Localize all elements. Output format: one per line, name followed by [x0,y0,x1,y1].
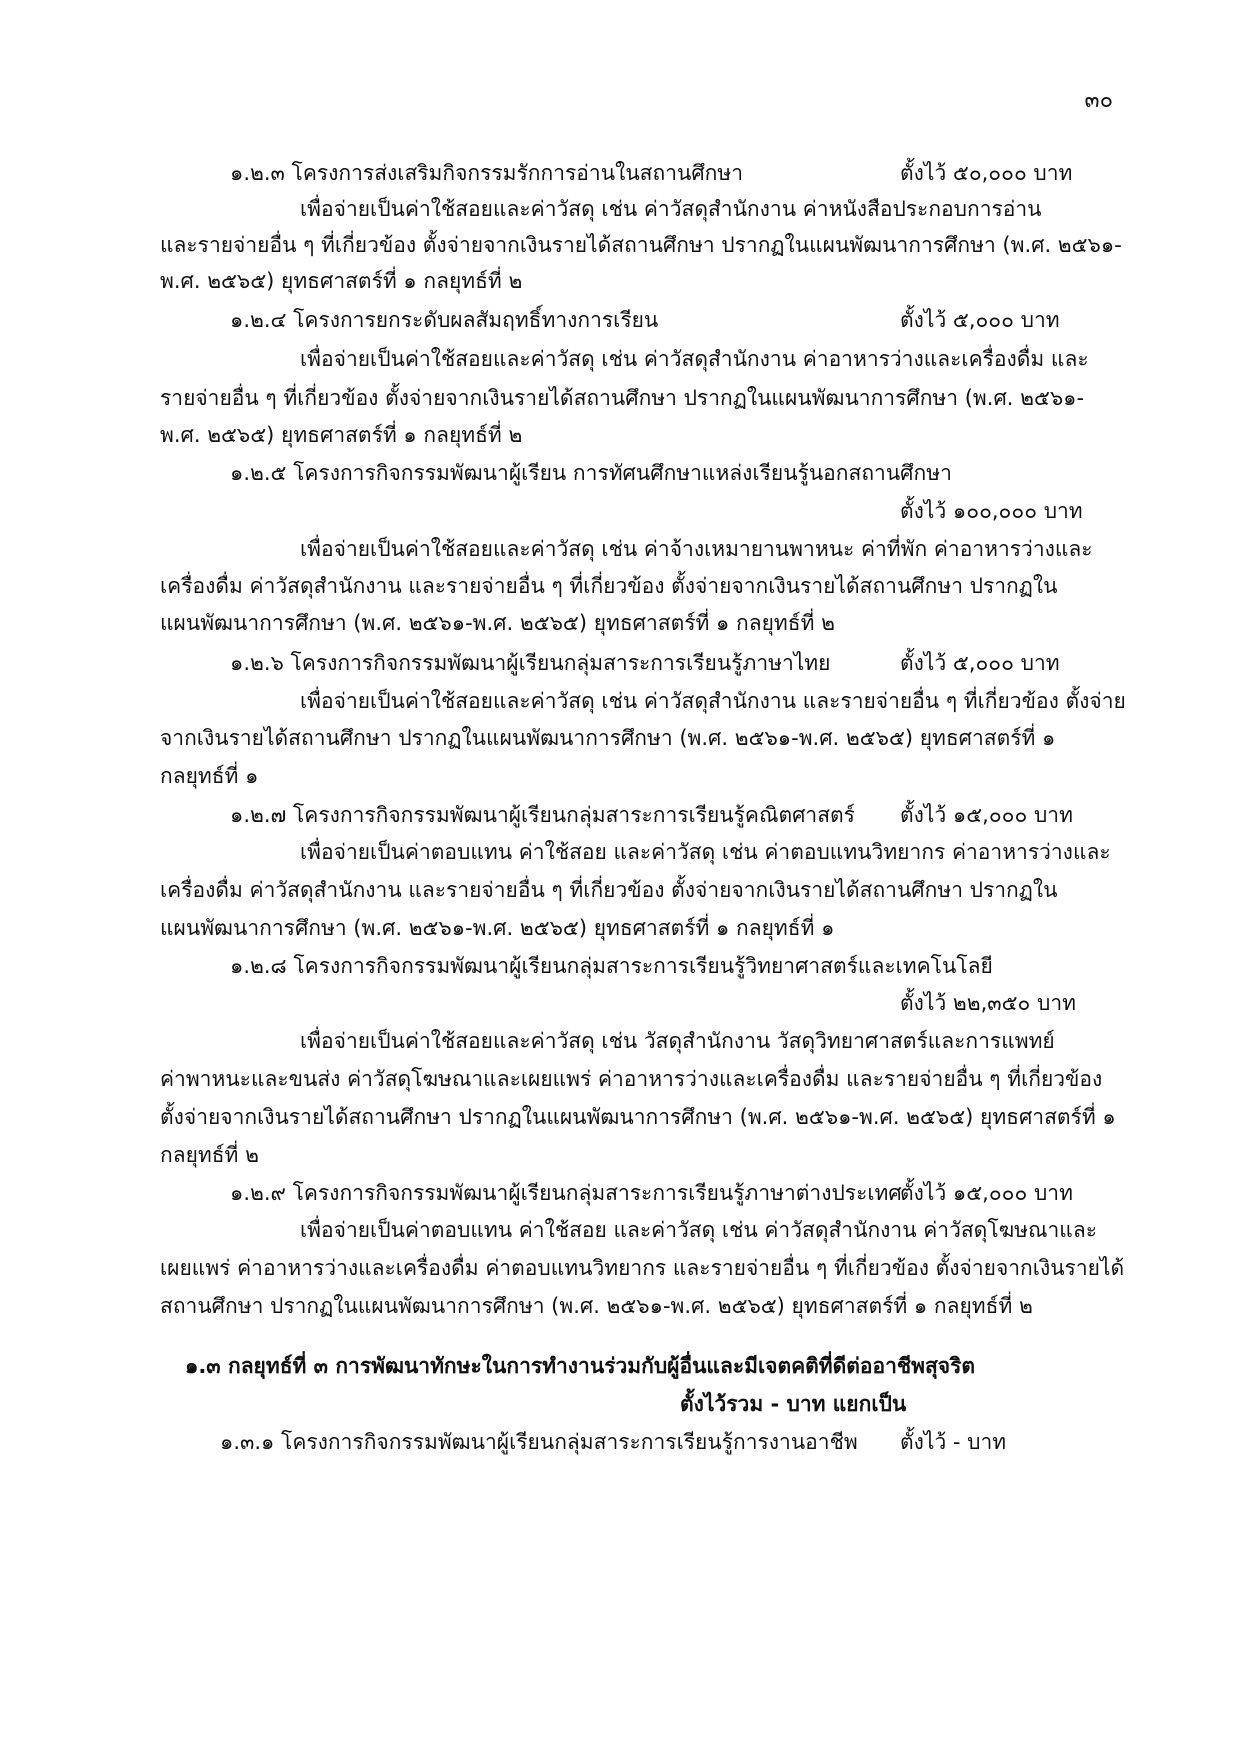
project-amount-1-2-8: ตั้งไว้ ๒๒,๓๕๐ บาท [900,991,1076,1015]
project-desc-line: กลยุทธ์ที่ ๒ [160,1143,259,1167]
project-title-1-2-5: ๑.๒.๕ โครงการกิจกรรมพัฒนาผู้เรียน การทัศนศึกษาแหล่งเรียนรู้นอกสถานศึกษา [230,461,952,485]
project-title-1-2-3: ๑.๒.๓ โครงการส่งเสริมกิจกรรมรักการอ่านในสถานศึกษา [230,161,744,185]
section-total: ตั้งไว้รวม - บาท แยกเป็น [680,1392,907,1416]
project-desc-line: เพื่อจ่ายเป็นค่าตอบแทน ค่าใช้สอย และค่าวัสดุ เช่น ค่าตอบแทนวิทยากร ค่าอาหารว่างและ [300,840,1111,864]
project-amount-1-3-1: ตั้งไว้ - บาท [900,1430,1007,1454]
project-amount-1-2-6: ตั้งไว้ ๕,๐๐๐ บาท [900,651,1060,675]
project-desc-line: เครื่องดื่ม ค่าวัสดุสำนักงาน และรายจ่ายอื่น ๆ ที่เกี่ยวข้อง ตั้งจ่ายจากเงินรายได้สถานศึกษา ปรากฏใน [160,574,1058,598]
project-desc-line: กลยุทธ์ที่ ๑ [160,764,259,788]
project-desc-line: เครื่องดื่ม ค่าวัสดุสำนักงาน และรายจ่ายอื่น ๆ ที่เกี่ยวข้อง ตั้งจ่ายจากเงินรายได้สถานศึกษา ปรากฏใน [160,878,1058,902]
project-desc-line: ค่าพาหนะและขนส่ง ค่าวัสดุโฆษณาและเผยแพร่ ค่าอาหารว่างและเครื่องดื่ม และรายจ่ายอื่น ๆ ที่เกี่ยวข้อง [160,1067,1103,1091]
project-desc-line: เพื่อจ่ายเป็นค่าใช้สอยและค่าวัสดุ เช่น ค่าจ้างเหมายานพาหนะ ค่าที่พัก ค่าอาหารว่างและ [300,537,1093,561]
project-desc-line: และรายจ่ายอื่น ๆ ที่เกี่ยวข้อง ตั้งจ่ายจากเงินรายได้สถานศึกษา ปรากฏในแผนพัฒนาการศึกษา (พ.ศ. ๒๕๖๑- [160,233,1122,257]
project-amount-1-2-7: ตั้งไว้ ๑๕,๐๐๐ บาท [900,803,1073,827]
project-amount-1-2-5: ตั้งไว้ ๑๐๐,๐๐๐ บาท [900,499,1083,523]
project-desc-line: รายจ่ายอื่น ๆ ที่เกี่ยวข้อง ตั้งจ่ายจากเงินรายได้สถานศึกษา ปรากฏในแผนพัฒนาการศึกษา (พ.ศ. ๒๕๖๑- [160,386,1085,410]
project-desc-line: พ.ศ. ๒๕๖๕) ยุทธศาสตร์ที่ ๑ กลยุทธ์ที่ ๒ [160,269,523,293]
page-number: ๓๐ [1084,88,1113,113]
project-desc-line: สถานศึกษา ปรากฏในแผนพัฒนาการศึกษา (พ.ศ. ๒๕๖๑-พ.ศ. ๒๕๖๕) ยุทธศาสตร์ที่ ๑ กลยุทธ์ที่ ๒ [160,1294,1033,1318]
project-desc-line: เพื่อจ่ายเป็นค่าตอบแทน ค่าใช้สอย และค่าวัสดุ เช่น ค่าวัสดุสำนักงาน ค่าวัสดุโฆษณาและ [300,1218,1097,1242]
project-desc-line: เพื่อจ่ายเป็นค่าใช้สอยและค่าวัสดุ เช่น ค่าวัสดุสำนักงาน และรายจ่ายอื่น ๆ ที่เกี่ยวข้อง ตั้งจ่าย [300,689,1126,713]
project-title-1-2-7: ๑.๒.๗ โครงการกิจกรรมพัฒนาผู้เรียนกลุ่มสาระการเรียนรู้คณิตศาสตร์ [230,803,855,827]
project-amount-1-2-3: ตั้งไว้ ๕๐,๐๐๐ บาท [900,161,1073,185]
project-desc-line: แผนพัฒนาการศึกษา (พ.ศ. ๒๕๖๑-พ.ศ. ๒๕๖๕) ยุทธศาสตร์ที่ ๑ กลยุทธ์ที่ ๑ [160,916,835,940]
project-title-1-2-8: ๑.๒.๘ โครงการกิจกรรมพัฒนาผู้เรียนกลุ่มสาระการเรียนรู้วิทยาศาสตร์และเทคโนโลยี [230,954,993,978]
project-amount-1-2-9: ตั้งไว้ ๑๕,๐๐๐ บาท [900,1181,1073,1205]
project-desc-line: เพื่อจ่ายเป็นค่าใช้สอยและค่าวัสดุ เช่น ค่าวัสดุสำนักงาน ค่าอาหารว่างและเครื่องดื่ม และ [300,347,1089,371]
project-desc-line: ตั้งจ่ายจากเงินรายได้สถานศึกษา ปรากฏในแผนพัฒนาการศึกษา (พ.ศ. ๒๕๖๑-พ.ศ. ๒๕๖๕) ยุทธศาสตร์ที่ ๑ [160,1105,1116,1129]
project-desc-line: แผนพัฒนาการศึกษา (พ.ศ. ๒๕๖๑-พ.ศ. ๒๕๖๕) ยุทธศาสตร์ที่ ๑ กลยุทธ์ที่ ๒ [160,611,835,635]
project-desc-line: เพื่อจ่ายเป็นค่าใช้สอยและค่าวัสดุ เช่น ค่าวัสดุสำนักงาน ค่าหนังสือประกอบการอ่าน [300,197,1042,221]
project-desc-line: จากเงินรายได้สถานศึกษา ปรากฏในแผนพัฒนาการศึกษา (พ.ศ. ๒๕๖๑-พ.ศ. ๒๕๖๕) ยุทธศาสตร์ที่ ๑ [160,726,1056,750]
project-desc-line: เผยแพร่ ค่าอาหารว่างและเครื่องดื่ม ค่าตอบแทนวิทยากร และรายจ่ายอื่น ๆ ที่เกี่ยวข้อง ตั้งจ่ายจากเงินรายได้ [160,1256,1125,1280]
project-desc-line: เพื่อจ่ายเป็นค่าใช้สอยและค่าวัสดุ เช่น วัสดุสำนักงาน วัสดุวิทยาศาสตร์และการแพทย์ [300,1029,1055,1053]
project-title-1-2-4: ๑.๒.๔ โครงการยกระดับผลสัมฤทธิ์ทางการเรียน [230,308,659,332]
project-title-1-2-6: ๑.๒.๖ โครงการกิจกรรมพัฒนาผู้เรียนกลุ่มสาระการเรียนรู้ภาษาไทย [230,651,831,675]
project-desc-line: พ.ศ. ๒๕๖๕) ยุทธศาสตร์ที่ ๑ กลยุทธ์ที่ ๒ [160,423,523,447]
project-amount-1-2-4: ตั้งไว้ ๕,๐๐๐ บาท [900,308,1060,332]
project-title-1-3-1: ๑.๓.๑ โครงการกิจกรรมพัฒนาผู้เรียนกลุ่มสาระการเรียนรู้การงานอาชีพ [220,1430,858,1454]
project-title-1-2-9: ๑.๒.๙ โครงการกิจกรรมพัฒนาผู้เรียนกลุ่มสาระการเรียนรู้ภาษาต่างประเทศ [230,1181,902,1205]
section-heading-1-3: ๑.๓ กลยุทธ์ที่ ๓ การพัฒนาทักษะในการทำงานร่วมกับผู้อื่นและมีเจตคติที่ดีต่ออาชีพสุจริต [185,1354,976,1378]
